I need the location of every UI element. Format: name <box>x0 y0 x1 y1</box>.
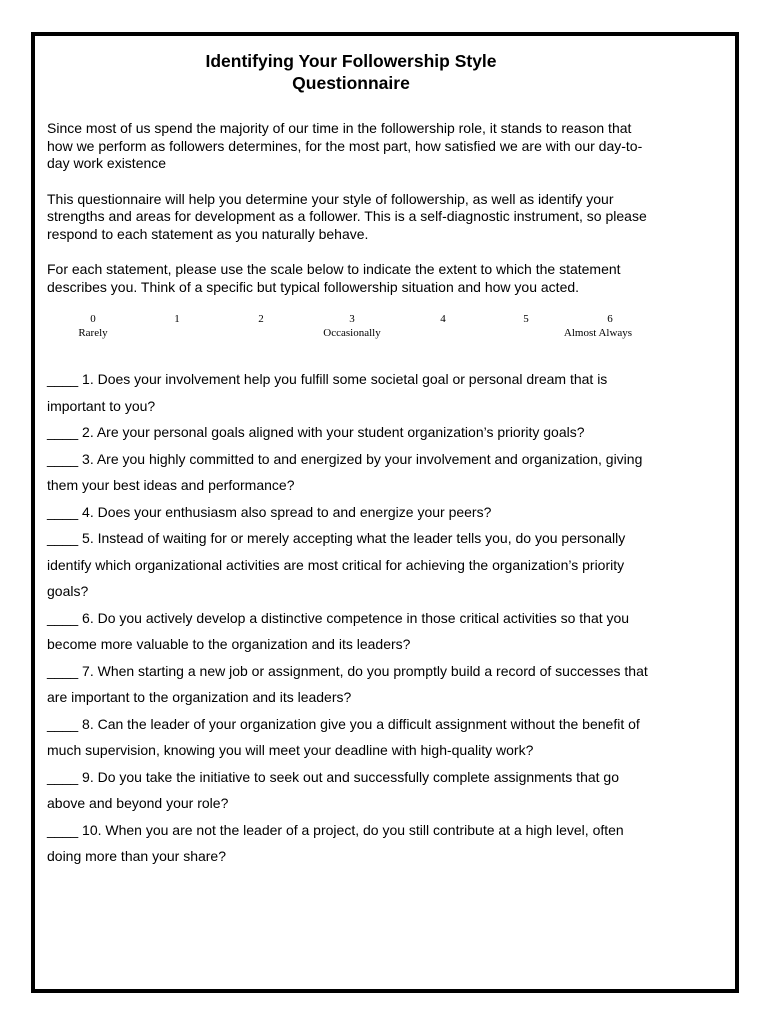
intro-paragraph: For each statement, please use the scale below to indicate the extent to which the statement describes you. Think of a specific but typical followership situation and how you acted. <box>47 261 621 295</box>
question-item: ____ 10. When you are not the leader of a project, do you still contribute at a high level, often doing more than your share? <box>47 821 624 864</box>
title-line-2: Questionnaire <box>292 73 410 93</box>
question-item: ____ 4. Does your enthusiasm also spread to and energize your peers? <box>47 503 492 520</box>
scale-number: 1 <box>174 313 180 325</box>
question-item: ____ 2. Are your personal goals aligned with your student organization’s priority goals? <box>47 424 585 440</box>
scale-number: 2 <box>258 313 264 325</box>
scale-number: 0 <box>90 313 96 325</box>
scale-label-low: Rarely <box>78 327 108 339</box>
intro-paragraph: This questionnaire will help you determine your style of followership, as well as identify your strengths and areas for development as a follower. This is a self-diagnostic instrument, so please respond to each statement as you naturally behave. <box>47 190 647 242</box>
scale-number: 6 <box>607 313 613 325</box>
question-item: ____ 3. Are you highly committed to and energized by your involvement and organization, giving them your best ideas and performance? <box>47 450 643 493</box>
question-item: ____ 7. When starting a new job or assignment, do you promptly build a record of successes that are important to the organization and its leaders? <box>47 662 648 705</box>
question-item: ____ 8. Can the leader of your organization give you a difficult assignment without the benefit of much supervision, knowing you will meet your deadline with high-quality work? <box>47 715 640 758</box>
intro-section <box>47 120 659 296</box>
question-list <box>47 366 659 870</box>
question-item: ____ 9. Do you take the initiative to seek out and successfully complete assignments that go above and beyond your role? <box>47 768 619 811</box>
question-item: ____ 1. Does your involvement help you fulfill some societal goal or personal dream that is important to you? <box>47 371 608 414</box>
rating-scale <box>47 312 659 344</box>
title-line-1: Identifying Your Followership Style <box>205 51 497 71</box>
scale-label-mid: Occasionally <box>323 327 381 339</box>
intro-paragraph: Since most of us spend the majority of our time in the followership role, it stands to reason that how we perform as followers determines, for the most part, how satisfied we are with our day-to-day work existence <box>47 120 643 171</box>
question-item: ____ 5. Instead of waiting for or merely accepting what the leader tells you, do you personally identify which organizational activities are most critical for achieving the organization’s priority goals? <box>47 530 626 599</box>
document-title <box>43 50 659 94</box>
scale-number: 3 <box>349 313 355 325</box>
scale-number: 5 <box>523 313 529 325</box>
document-content <box>47 50 659 870</box>
question-item: ____ 6. Do you actively develop a distinctive competence in those critical activities so that you become more valuable to the organization and its leaders? <box>47 609 630 652</box>
scale-label-high: Almost Always <box>563 327 633 339</box>
scale-number: 4 <box>440 313 446 325</box>
